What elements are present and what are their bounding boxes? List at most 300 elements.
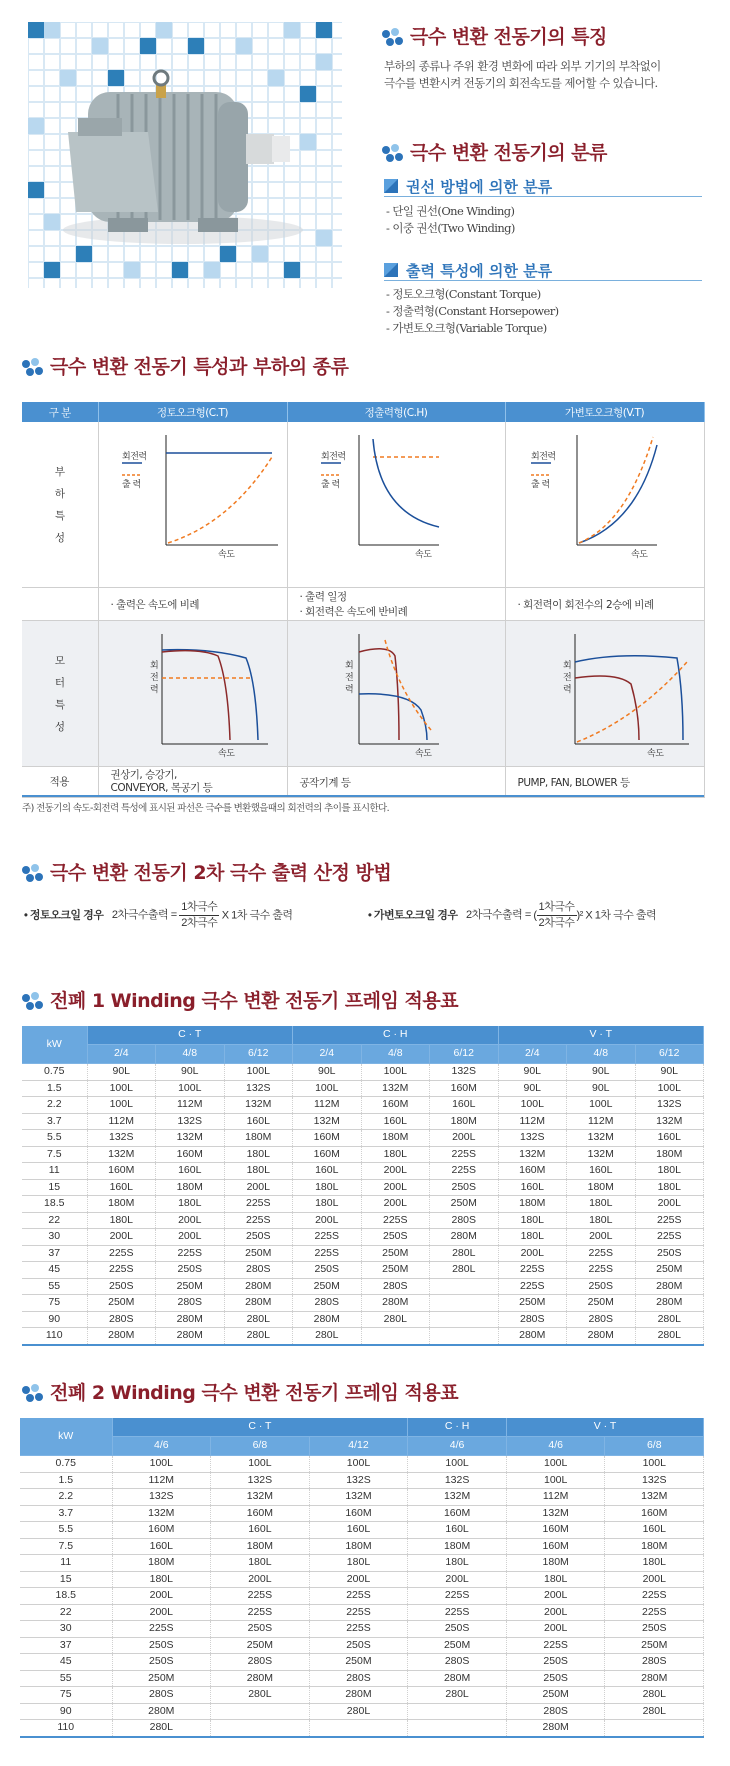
table-row (22, 1163, 704, 1180)
load-label-char: 부 (54, 465, 65, 478)
frame-cell: 132M (309, 1489, 408, 1506)
square-icon (384, 179, 398, 193)
frame-cell: 200L (567, 1229, 636, 1246)
note-text: · 출력 일정 (299, 591, 347, 603)
frame-cell: 200L (211, 1571, 310, 1588)
kw-cell: 110 (22, 1328, 87, 1345)
frame-cell: 160M (211, 1505, 310, 1522)
frame-cell: 280S (567, 1311, 636, 1328)
kw-cell: 45 (22, 1262, 87, 1279)
frame-cell: 180L (408, 1555, 507, 1572)
formula-ct-label: • 정토오크일 경우 (24, 909, 104, 922)
fraction-denominator: 2차극수 (538, 917, 575, 929)
frame-cell: 200L (635, 1196, 704, 1213)
frame-cell: 160M (87, 1163, 156, 1180)
frame-cell: 132S (430, 1064, 499, 1081)
sub-header: 4/6 (112, 1437, 211, 1456)
frame-cell: 160L (361, 1113, 430, 1130)
axis-torque: 전 (562, 673, 571, 683)
kw-cell: 37 (20, 1637, 112, 1654)
fraction-denominator: 2차극수 (181, 917, 218, 929)
frame-cell: 225S (506, 1637, 605, 1654)
frame-cell: 250S (361, 1229, 430, 1246)
frame-cell: 280L (605, 1703, 704, 1720)
legend-torque: 회전력 (530, 452, 556, 462)
formula-rhs: X 1차 극수 출력 (221, 909, 293, 922)
frame-cell: 280L (211, 1687, 310, 1704)
sub-header: 4/8 (156, 1045, 225, 1064)
frame-cell: 160M (361, 1097, 430, 1114)
frame-cell: 90L (567, 1080, 636, 1097)
frame-cell: 200L (605, 1571, 704, 1588)
frame-cell: 280L (430, 1245, 499, 1262)
frame-cell: 100L (87, 1080, 156, 1097)
kw-cell: 5.5 (20, 1522, 112, 1539)
frame-cell: 200L (361, 1179, 430, 1196)
kw-cell: 5.5 (22, 1130, 87, 1147)
frame-cell: 132S (635, 1097, 704, 1114)
axis-torque: 회 (562, 661, 571, 671)
frame-cell: 280S (293, 1295, 362, 1312)
kw-cell: 3.7 (20, 1505, 112, 1522)
frame-cell: 280L (224, 1311, 293, 1328)
formula-vt-label: • 가변토오크일 경우 (368, 909, 458, 922)
table-row (20, 1703, 704, 1720)
frame-cell: 132M (408, 1489, 507, 1506)
load-graph-ch (287, 422, 505, 588)
frame-cell (408, 1703, 507, 1720)
frame-cell: 280L (309, 1703, 408, 1720)
frame-cell: 132M (567, 1130, 636, 1147)
table2-heading (22, 1378, 458, 1405)
app-text: 권상기, 승강기, (110, 769, 177, 781)
characteristics-bottom-line (22, 795, 704, 797)
output-subheading (384, 260, 552, 281)
frame-cell: 250M (211, 1637, 310, 1654)
frame-cell: 132S (112, 1489, 211, 1506)
kw-cell: 11 (20, 1555, 112, 1572)
axis-speed: 속도 (217, 550, 234, 560)
frame-cell: 280L (635, 1328, 704, 1345)
app-vt (505, 767, 704, 798)
table2 (20, 1418, 704, 1738)
frame-cell: 160L (498, 1179, 567, 1196)
frame-cell: 100L (361, 1064, 430, 1081)
frame-cell: 100L (211, 1456, 310, 1473)
characteristics-title: 극수 변환 전동기 특성과 부하의 종류 (50, 356, 349, 378)
frame-cell: 100L (635, 1080, 704, 1097)
frame-cell: 225S (309, 1588, 408, 1605)
features-heading (382, 22, 607, 49)
frame-cell: 132M (498, 1146, 567, 1163)
kw-cell: 110 (20, 1720, 112, 1737)
sub-header: 4/6 (506, 1437, 605, 1456)
kw-cell: 55 (22, 1278, 87, 1295)
frame-cell: 225S (211, 1588, 310, 1605)
classification-heading (382, 138, 607, 165)
frame-cell: 280M (605, 1670, 704, 1687)
winding-list (386, 203, 515, 237)
frame-cell: 180M (408, 1538, 507, 1555)
motor-illustration (28, 22, 342, 288)
legend-output: 출 력 (121, 480, 141, 490)
kw-cell: 1.5 (20, 1472, 112, 1489)
kw-cell: 3.7 (22, 1113, 87, 1130)
output-list (386, 286, 559, 337)
frame-cell: 200L (112, 1588, 211, 1605)
frame-cell: 250S (430, 1179, 499, 1196)
heading-bullet-icon (22, 358, 44, 378)
frame-cell: 280M (635, 1295, 704, 1312)
frame-cell: 100L (309, 1456, 408, 1473)
table-row (20, 1720, 704, 1737)
frame-cell: 160M (293, 1146, 362, 1163)
frame-cell: 225S (430, 1163, 499, 1180)
frame-cell: 180L (361, 1146, 430, 1163)
heading-bullet-icon (382, 28, 404, 48)
sub-header: 6/12 (224, 1045, 293, 1064)
frame-cell: 160M (408, 1505, 507, 1522)
frame-cell: 280M (156, 1311, 225, 1328)
frame-cell: 132S (408, 1472, 507, 1489)
axis-speed: 속도 (217, 749, 234, 759)
frame-cell (211, 1703, 310, 1720)
col-header: 구 분 (22, 402, 98, 422)
kw-cell: 22 (20, 1604, 112, 1621)
frame-cell: 180M (498, 1196, 567, 1213)
frame-cell: 250S (605, 1621, 704, 1638)
table2-title: 전폐 2 Winding 극수 변환 전동기 프레임 적용표 (50, 1382, 459, 1404)
frame-cell: 132S (156, 1113, 225, 1130)
col-header: 정출력형(C.H) (287, 402, 505, 422)
frame-cell: 225S (309, 1621, 408, 1638)
frame-cell: 200L (293, 1212, 362, 1229)
sub-header: 2/4 (87, 1045, 156, 1064)
frame-cell: 160L (408, 1522, 507, 1539)
group-header: C · T (112, 1418, 408, 1437)
frame-cell: 180L (498, 1212, 567, 1229)
frame-cell: 225S (635, 1229, 704, 1246)
frame-cell (430, 1311, 499, 1328)
motor-label (22, 621, 98, 767)
frame-cell (361, 1328, 430, 1345)
frame-cell: 280M (87, 1328, 156, 1345)
kw-cell: 0.75 (22, 1064, 87, 1081)
kw-cell: 37 (22, 1245, 87, 1262)
kw-cell: 90 (20, 1703, 112, 1720)
sub-header: 6/8 (605, 1437, 704, 1456)
frame-cell: 280M (506, 1720, 605, 1737)
frame-cell: 132S (87, 1130, 156, 1147)
frame-cell: 132M (156, 1130, 225, 1147)
frame-cell: 225S (224, 1212, 293, 1229)
features-line-1: 부하의 종류나 주위 환경 변화에 따라 외부 기기의 부착없이 (384, 59, 661, 73)
frame-cell: 100L (506, 1456, 605, 1473)
frame-cell: 280S (156, 1295, 225, 1312)
characteristics-table (22, 402, 705, 798)
features-line-2: 극수를 변환시켜 전동기의 회전속도를 제어할 수 있습니다. (384, 76, 658, 90)
frame-cell: 250S (293, 1262, 362, 1279)
frame-cell: 200L (506, 1621, 605, 1638)
motor-graph-ct (98, 621, 287, 767)
motor-label-char: 특 (54, 698, 65, 711)
frame-cell: 225S (430, 1146, 499, 1163)
frame-cell: 112M (567, 1113, 636, 1130)
frame-cell: 250S (567, 1278, 636, 1295)
axis-torque: 전 (149, 673, 158, 683)
frame-cell: 280M (211, 1670, 310, 1687)
frame-cell: 280M (430, 1229, 499, 1246)
frame-cell: 250M (87, 1295, 156, 1312)
frame-cell: 225S (87, 1262, 156, 1279)
frame-cell: 180L (567, 1212, 636, 1229)
frame-cell: 280M (112, 1703, 211, 1720)
frame-cell: 225S (293, 1229, 362, 1246)
characteristics-footnote: 주) 전동기의 속도-회전력 특성에 표시된 파선은 극수를 변환했을때의 회전력의 추이를 표시한다. (22, 803, 390, 814)
frame-cell: 180M (567, 1179, 636, 1196)
kw-cell: 75 (22, 1295, 87, 1312)
table-row (20, 1538, 704, 1555)
kw-header: kW (22, 1026, 87, 1064)
frame-cell: 280S (112, 1687, 211, 1704)
legend-output: 출 력 (320, 480, 340, 490)
frame-cell: 112M (506, 1489, 605, 1506)
frame-cell: 280L (224, 1328, 293, 1345)
kw-cell: 75 (20, 1687, 112, 1704)
sub-header: 4/8 (361, 1045, 430, 1064)
frame-cell (430, 1328, 499, 1345)
frame-cell: 100L (605, 1456, 704, 1473)
frame-cell: 225S (408, 1604, 507, 1621)
kw-cell: 45 (20, 1654, 112, 1671)
heading-bullet-icon (22, 864, 44, 884)
frame-cell: 280S (87, 1311, 156, 1328)
table-row (20, 1621, 704, 1638)
frame-cell: 250S (112, 1637, 211, 1654)
frame-cell: 132M (87, 1146, 156, 1163)
table-row (20, 1505, 704, 1522)
kw-cell: 1.5 (22, 1080, 87, 1097)
output-item: - 가변토오크형(Variable Torque) (386, 321, 547, 335)
frame-cell: 180L (293, 1196, 362, 1213)
frame-cell: 280M (408, 1670, 507, 1687)
load-graph-ct (98, 422, 287, 588)
kw-cell: 11 (22, 1163, 87, 1180)
kw-cell: 2.2 (20, 1489, 112, 1506)
frame-cell: 180M (309, 1538, 408, 1555)
formula-rhs: )² X 1차 극수 출력 (576, 909, 657, 922)
frame-cell: 250M (635, 1262, 704, 1279)
frame-cell: 132M (567, 1146, 636, 1163)
frame-cell: 132S (498, 1130, 567, 1147)
square-icon (384, 263, 398, 277)
frame-cell: 90L (156, 1064, 225, 1081)
frame-cell: 180L (635, 1163, 704, 1180)
winding-subheading (384, 176, 552, 197)
frame-cell: 225S (498, 1278, 567, 1295)
frame-cell: 280S (361, 1278, 430, 1295)
sub-header: 6/12 (635, 1045, 704, 1064)
group-header: C · H (293, 1026, 499, 1045)
kw-cell: 2.2 (22, 1097, 87, 1114)
kw-cell: 7.5 (22, 1146, 87, 1163)
frame-cell: 180L (309, 1555, 408, 1572)
frame-cell: 90L (293, 1064, 362, 1081)
axis-speed: 속도 (630, 550, 647, 560)
frame-cell: 100L (293, 1080, 362, 1097)
kw-cell: 55 (20, 1670, 112, 1687)
sub-header: 4/12 (309, 1437, 408, 1456)
formula-ct (24, 900, 293, 931)
frame-cell: 160L (567, 1163, 636, 1180)
frame-cell: 180L (112, 1571, 211, 1588)
app-text: PUMP, FAN, BLOWER 등 (517, 776, 630, 789)
table-row (20, 1670, 704, 1687)
frame-cell: 160L (112, 1538, 211, 1555)
app-text: CONVEYOR, 목공기 등 (110, 782, 213, 794)
frame-cell (605, 1720, 704, 1737)
frame-cell: 180M (211, 1538, 310, 1555)
frame-cell: 280L (635, 1311, 704, 1328)
note-text: · 회전력이 회전수의 2승에 비례 (517, 598, 654, 611)
frame-cell: 280M (309, 1687, 408, 1704)
frame-cell: 132M (224, 1097, 293, 1114)
table-row (22, 1097, 704, 1114)
note-text: · 회전력은 속도에 반비례 (299, 606, 408, 618)
note-ch (287, 588, 505, 621)
note-text: · 출력은 속도에 비례 (110, 598, 199, 611)
load-label-char: 성 (54, 531, 65, 544)
frame-cell: 280M (293, 1311, 362, 1328)
frame-cell: 225S (309, 1604, 408, 1621)
frame-cell: 280S (224, 1262, 293, 1279)
kw-cell: 7.5 (20, 1538, 112, 1555)
frame-cell: 90L (567, 1064, 636, 1081)
frame-cell: 200L (361, 1163, 430, 1180)
frame-cell: 160M (605, 1505, 704, 1522)
fraction-numerator: 1차극수 (537, 900, 577, 916)
characteristics-heading (22, 352, 348, 379)
frame-cell: 90L (498, 1064, 567, 1081)
axis-torque: 력 (562, 685, 571, 695)
frame-cell: 225S (293, 1245, 362, 1262)
frame-cell: 160L (211, 1522, 310, 1539)
frame-cell (430, 1295, 499, 1312)
frame-cell: 250M (498, 1295, 567, 1312)
motor-graph-vt (505, 621, 704, 767)
motor-label-char: 터 (54, 676, 65, 689)
frame-cell: 280M (156, 1328, 225, 1345)
frame-cell: 112M (112, 1472, 211, 1489)
formula-lhs: 2차극수출력 = (111, 909, 177, 922)
frame-cell: 180M (430, 1113, 499, 1130)
frame-cell: 160M (506, 1522, 605, 1539)
frame-cell: 160M (309, 1505, 408, 1522)
frame-cell: 132M (211, 1489, 310, 1506)
note-spacer (22, 588, 98, 621)
frame-cell: 250S (87, 1278, 156, 1295)
frame-cell: 200L (112, 1604, 211, 1621)
table1-title: 전폐 1 Winding 극수 변환 전동기 프레임 적용표 (50, 990, 459, 1012)
frame-cell: 160L (430, 1097, 499, 1114)
frame-cell: 132M (112, 1505, 211, 1522)
secondary-title: 극수 변환 전동기 2차 극수 출력 산정 방법 (50, 862, 392, 884)
frame-cell: 250S (506, 1654, 605, 1671)
kw-header: kW (20, 1418, 112, 1456)
heading-bullet-icon (382, 144, 404, 164)
axis-speed: 속도 (646, 749, 663, 759)
frame-cell: 250M (567, 1295, 636, 1312)
table-row (22, 1245, 704, 1262)
sub-header: 4/8 (567, 1045, 636, 1064)
frame-cell: 200L (408, 1571, 507, 1588)
frame-cell: 160M (156, 1146, 225, 1163)
classification-title: 극수 변환 전동기의 분류 (410, 142, 607, 164)
formula-fraction (537, 900, 577, 931)
sub-header: 6/12 (430, 1045, 499, 1064)
heading-bullet-icon (22, 992, 44, 1012)
formula-paren: ( (533, 909, 537, 922)
table-row (20, 1522, 704, 1539)
frame-cell: 280M (224, 1295, 293, 1312)
frame-cell: 250M (408, 1637, 507, 1654)
frame-cell: 180L (506, 1571, 605, 1588)
formula-vt (368, 900, 656, 931)
frame-cell: 160M (112, 1522, 211, 1539)
app-ct (98, 767, 287, 798)
frame-cell: 180L (156, 1196, 225, 1213)
frame-cell: 225S (361, 1212, 430, 1229)
frame-cell: 100L (498, 1097, 567, 1114)
frame-cell: 280L (605, 1687, 704, 1704)
heading-bullet-icon (22, 1384, 44, 1404)
frame-cell: 100L (87, 1097, 156, 1114)
frame-cell: 280M (361, 1295, 430, 1312)
frame-cell: 180M (87, 1196, 156, 1213)
frame-cell: 180L (224, 1146, 293, 1163)
frame-cell: 132S (224, 1080, 293, 1097)
frame-cell: 100L (156, 1080, 225, 1097)
formula-fraction (179, 900, 219, 931)
load-label-char: 하 (54, 487, 65, 500)
kw-cell: 15 (20, 1571, 112, 1588)
table-row (20, 1637, 704, 1654)
motor-label-char: 성 (54, 720, 65, 733)
frame-cell: 250M (361, 1262, 430, 1279)
frame-cell: 200L (506, 1588, 605, 1605)
frame-cell: 180L (211, 1555, 310, 1572)
frame-cell: 160M (293, 1130, 362, 1147)
frame-cell: 180L (635, 1179, 704, 1196)
frame-cell: 280L (112, 1720, 211, 1737)
app-ch (287, 767, 505, 798)
axis-torque: 력 (344, 685, 353, 695)
frame-cell: 225S (605, 1588, 704, 1605)
frame-cell: 250S (635, 1245, 704, 1262)
frame-cell: 250M (293, 1278, 362, 1295)
frame-cell: 200L (498, 1245, 567, 1262)
frame-cell: 160L (635, 1130, 704, 1147)
table-row (20, 1555, 704, 1572)
frame-cell: 225S (87, 1245, 156, 1262)
frame-cell: 132S (211, 1472, 310, 1489)
frame-cell (211, 1720, 310, 1737)
frame-cell: 160L (293, 1163, 362, 1180)
axis-torque: 회 (344, 661, 353, 671)
frame-cell (430, 1278, 499, 1295)
sub-header: 2/4 (498, 1045, 567, 1064)
frame-cell: 225S (156, 1245, 225, 1262)
